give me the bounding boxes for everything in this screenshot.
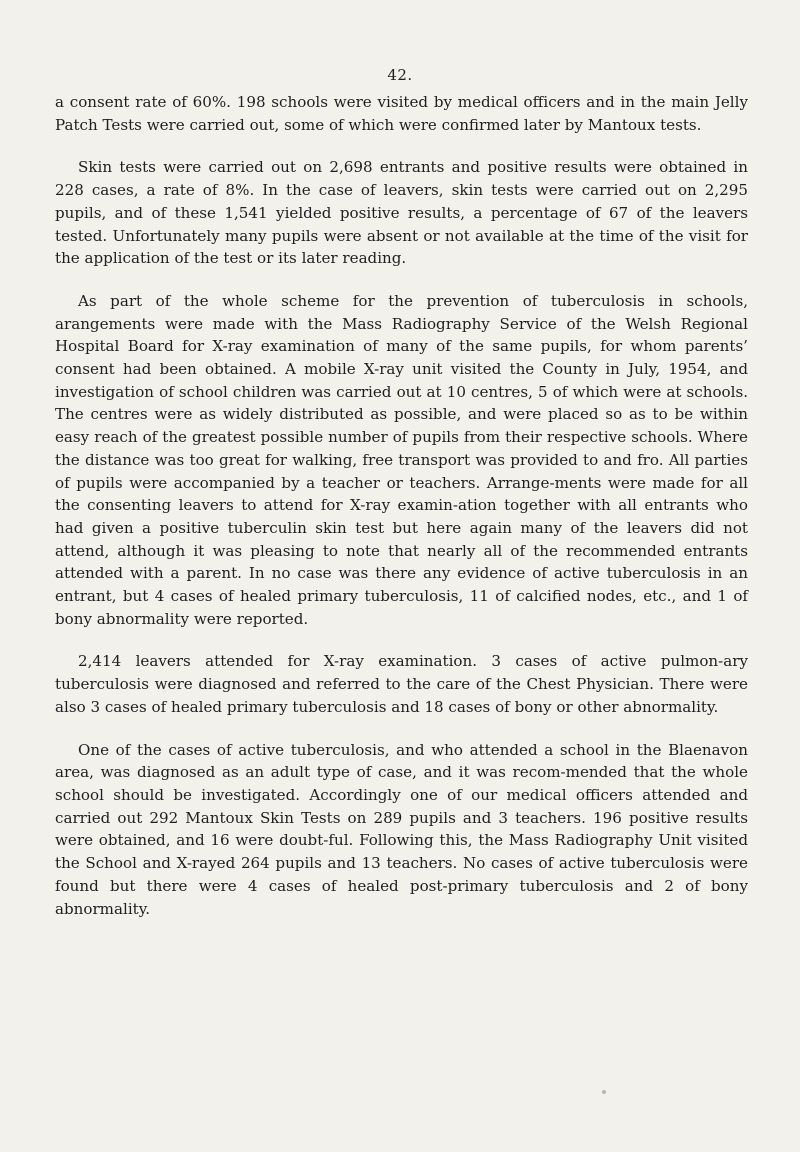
- paragraph-skin-tests: Skin tests were carried out on 2,698 entrants and positive results were obtained in 228 cases, a rate of 8%. In the case of leavers, skin tests were carried out on 2,295 pupils, and of these 1,541 yielded positive results, a percentage of 67 of the leavers tested. Unfortunately many pupils were absent or not available at the time of the visit for the application of the test or its later reading.: [55, 158, 748, 268]
- body-text: [55, 91, 748, 940]
- page-number: 42.: [387, 66, 413, 84]
- paragraph-xray-arrangements: As part of the whole scheme for the prevention of tuberculosis in schools, arangements were made with the Mass Radiography Service of the Welsh Regional Hospital Board for X-ray examination of many of the same pupils, for whom parents’ consent had been obtained. A mobile X-ray unit visited the County in July, 1954, and investigation of school children was carried out at 10 centres, 5 of which were at schools. The centres were as widely distributed as possible, and were placed so as to be within easy reach of the greatest possible number of pupils from their respective schools. Where the distance was too great for walking, free transport was provided to and fro. All parties of pupils were accompanied by a teacher or teachers. Arrange-ments were made for all the consenting leavers to attend for X-ray examin-ation together with all entrants who had given a positive tuberculin skin test but here again many of the leavers did not attend, although it was pleasing to note that nearly all of the recommended entrants attended with a parent. In no case was there any evidence of active tuberculosis in an entrant, but 4 cases of healed primary tuberculosis, 11 of calcified nodes, etc., and 1 of bony abnormality were reported.: [55, 291, 748, 628]
- scan-speck: [602, 1090, 606, 1094]
- paragraph-consent-rate: a consent rate of 60%. 198 schools were visited by medical officers and in the main Jelly Patch Tests were carried out, some of which were confirmed later by Mantoux tests.: [55, 93, 748, 134]
- paragraph-leavers-xray: 2,414 leavers attended for X-ray examination. 3 cases of active pulmon-ary tuberculosis were diagnosed and referred to the care of the Chest Physician. There were also 3 cases of healed primary tuberculosis and 18 cases of bony or other abnormality.: [55, 652, 748, 716]
- paragraph-blaenavon-case: One of the cases of active tuberculosis, and who attended a school in the Blaenavon area, was diagnosed as an adult type of case, and it was recom-mended that the whole school should be investigated. Accordingly one of our medical officers attended and carried out 292 Mantoux Skin Tests on 289 pupils and 3 teachers. 196 positive results were obtained, and 16 were doubt-ful. Following this, the Mass Radiography Unit visited the School and X-rayed 264 pupils and 13 teachers. No cases of active tuberculosis were found but there were 4 cases of healed post-primary tuberculosis and 2 of bony abnormality.: [55, 740, 748, 918]
